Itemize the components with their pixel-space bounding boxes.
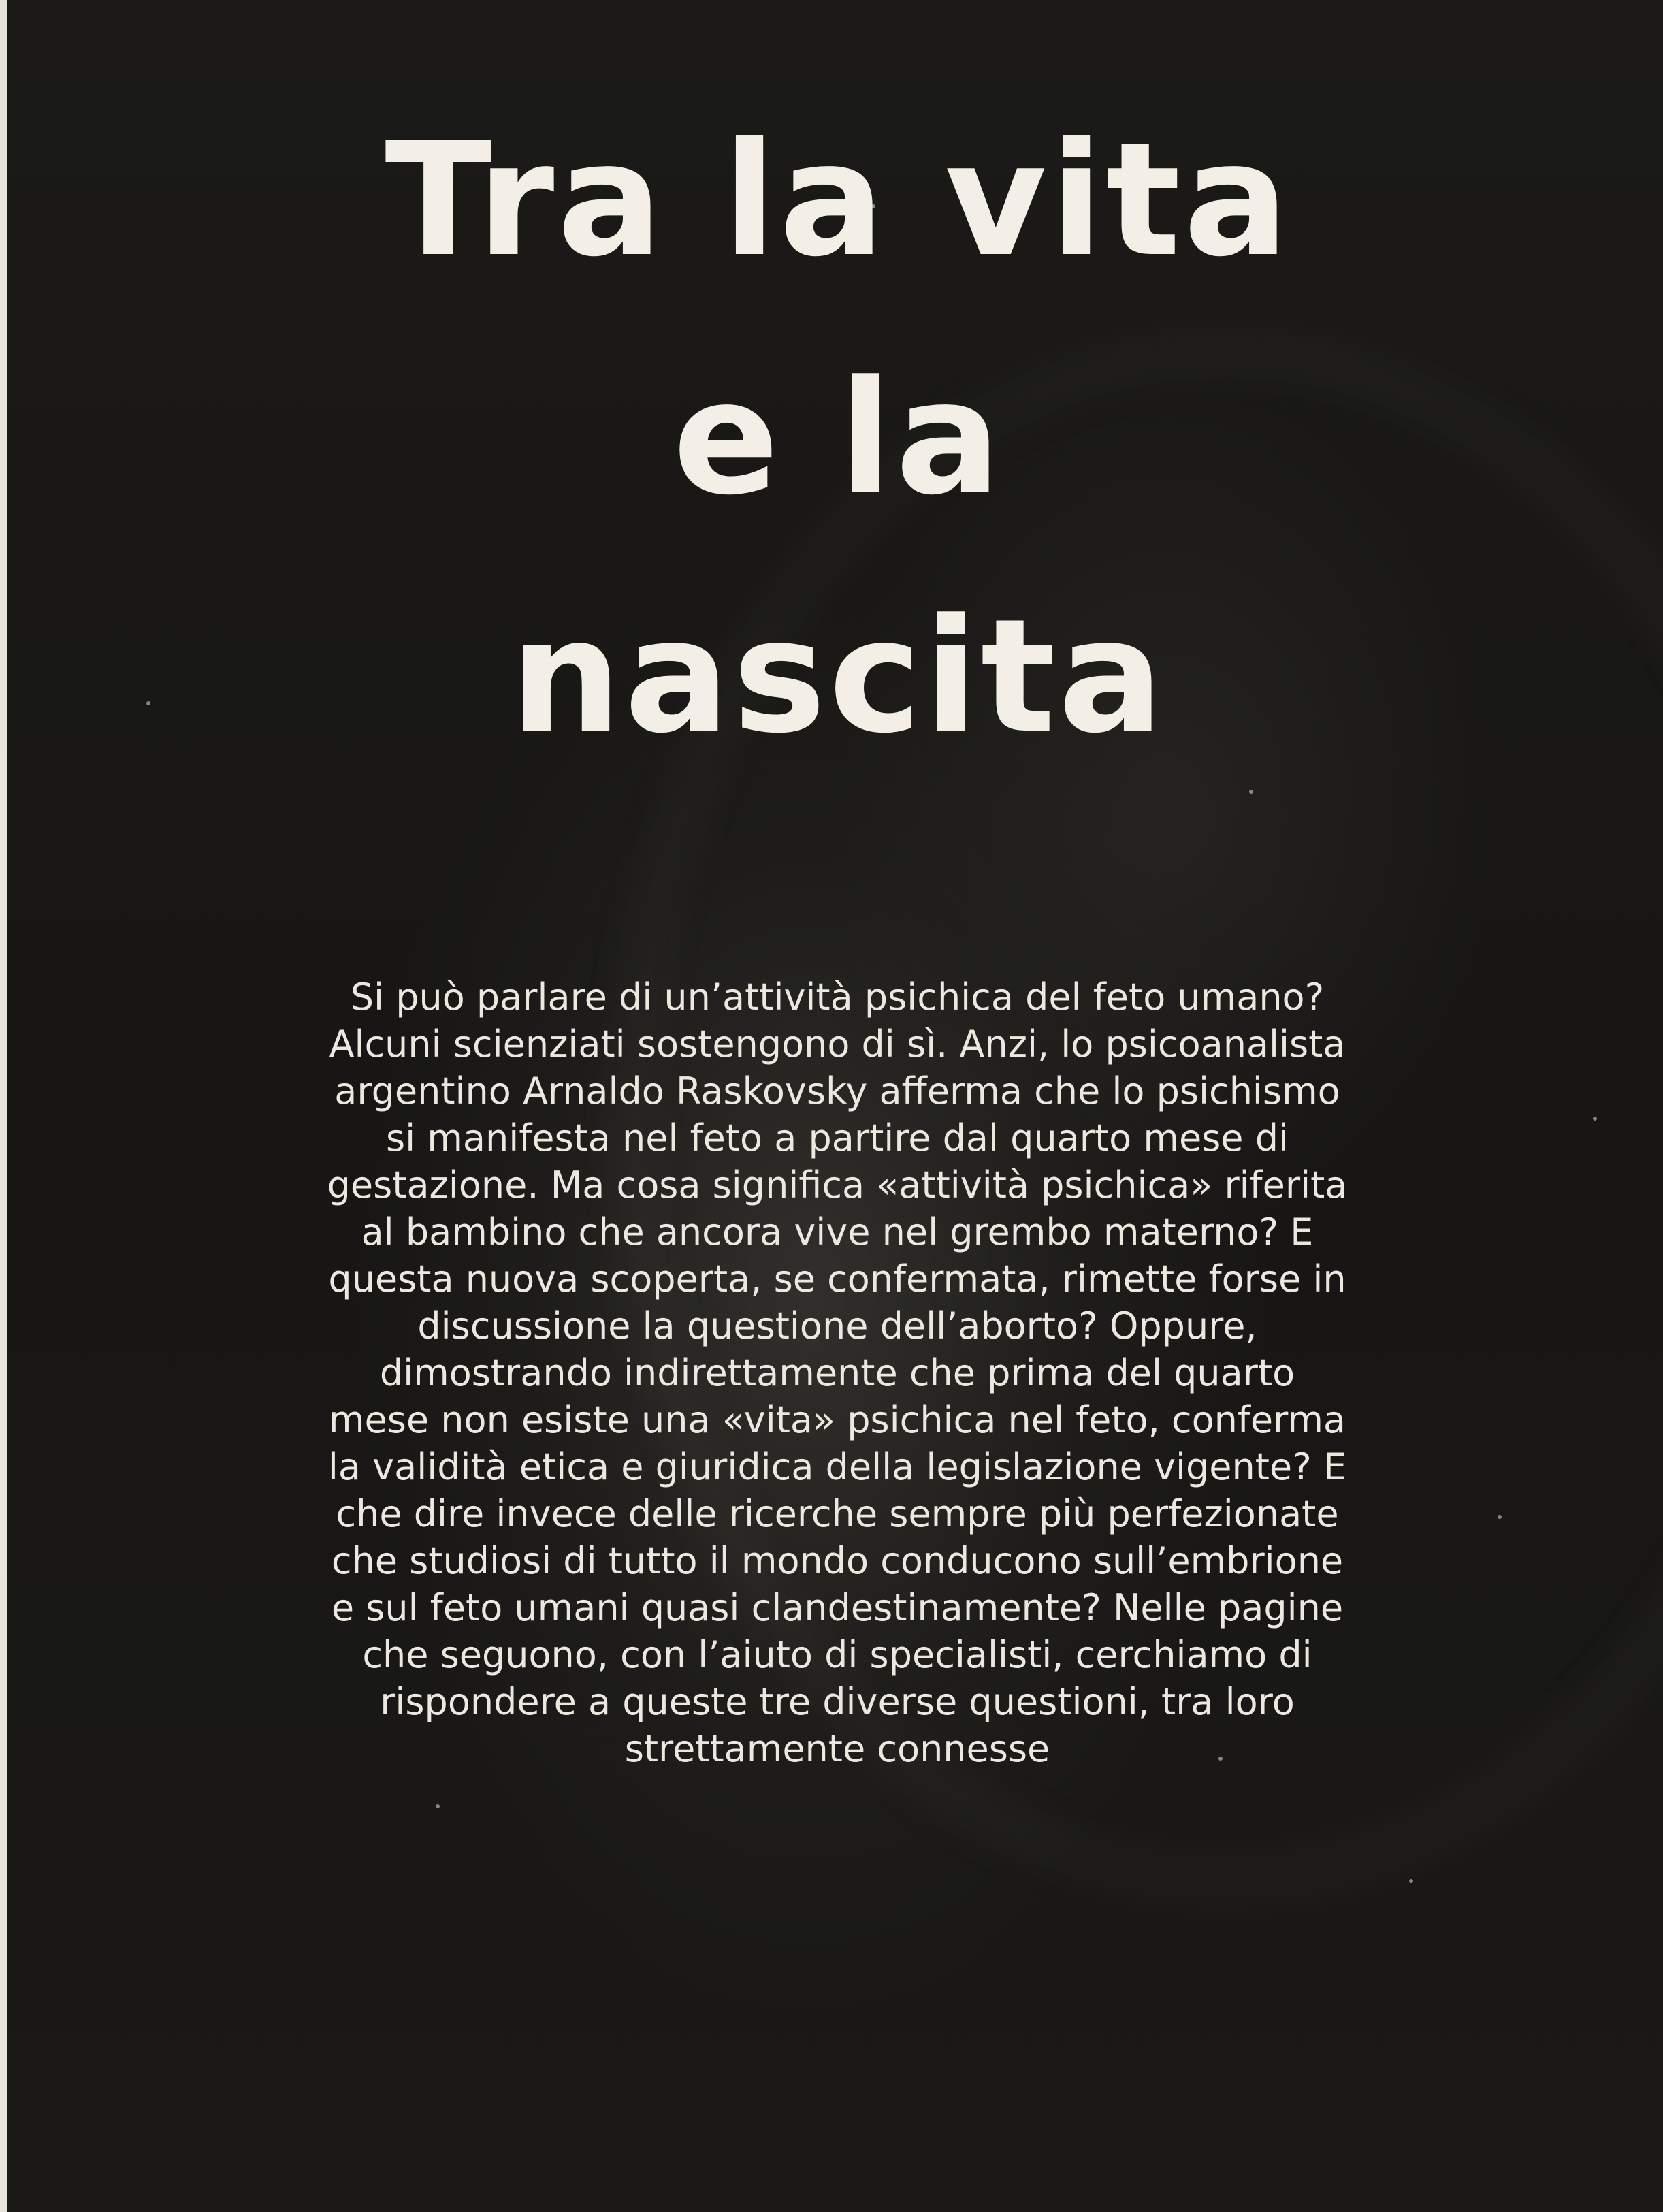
dust-speck [1593,1117,1597,1121]
title-line-2: e la [673,348,1004,530]
article-title [7,82,1663,797]
title-line-1: Tra la vita [385,110,1292,291]
dust-speck [1409,1879,1413,1883]
title-line-3: nascita [510,586,1167,768]
article-intro: Si può parlare di un’attività psichica del feto umano? Alcuni scienziati sostengono di sì. Anzi, lo psicoanalista argentino Arnaldo Raskovsky afferma che lo psichismo si manifesta nel feto a partire dal quarto mese di gestazione. Ma cosa significa «attività psichica» riferita al bambino che ancora vive nel grembo materno? E questa nuova scoperta, se confermata, rimette forse in discussione la questione dell’aborto? Oppure, dimostrando indirettamente che prima del quarto mese non esiste una «vita» psichica nel feto, conferma la validità etica e giuridica della legislazione vigente? E che dire invece delle ricerche sempre più perfezionate che studiosi di tutto il mondo conducono sull’embrione e sul feto umani quasi clandestinamente? Nelle pagine che seguono, con l’aiuto di specialisti, cerchiamo di rispondere a queste tre diverse questioni, tra loro strettamente connesse [327,976,1348,1770]
dust-speck [436,1804,440,1808]
dust-speck [1498,1515,1502,1519]
